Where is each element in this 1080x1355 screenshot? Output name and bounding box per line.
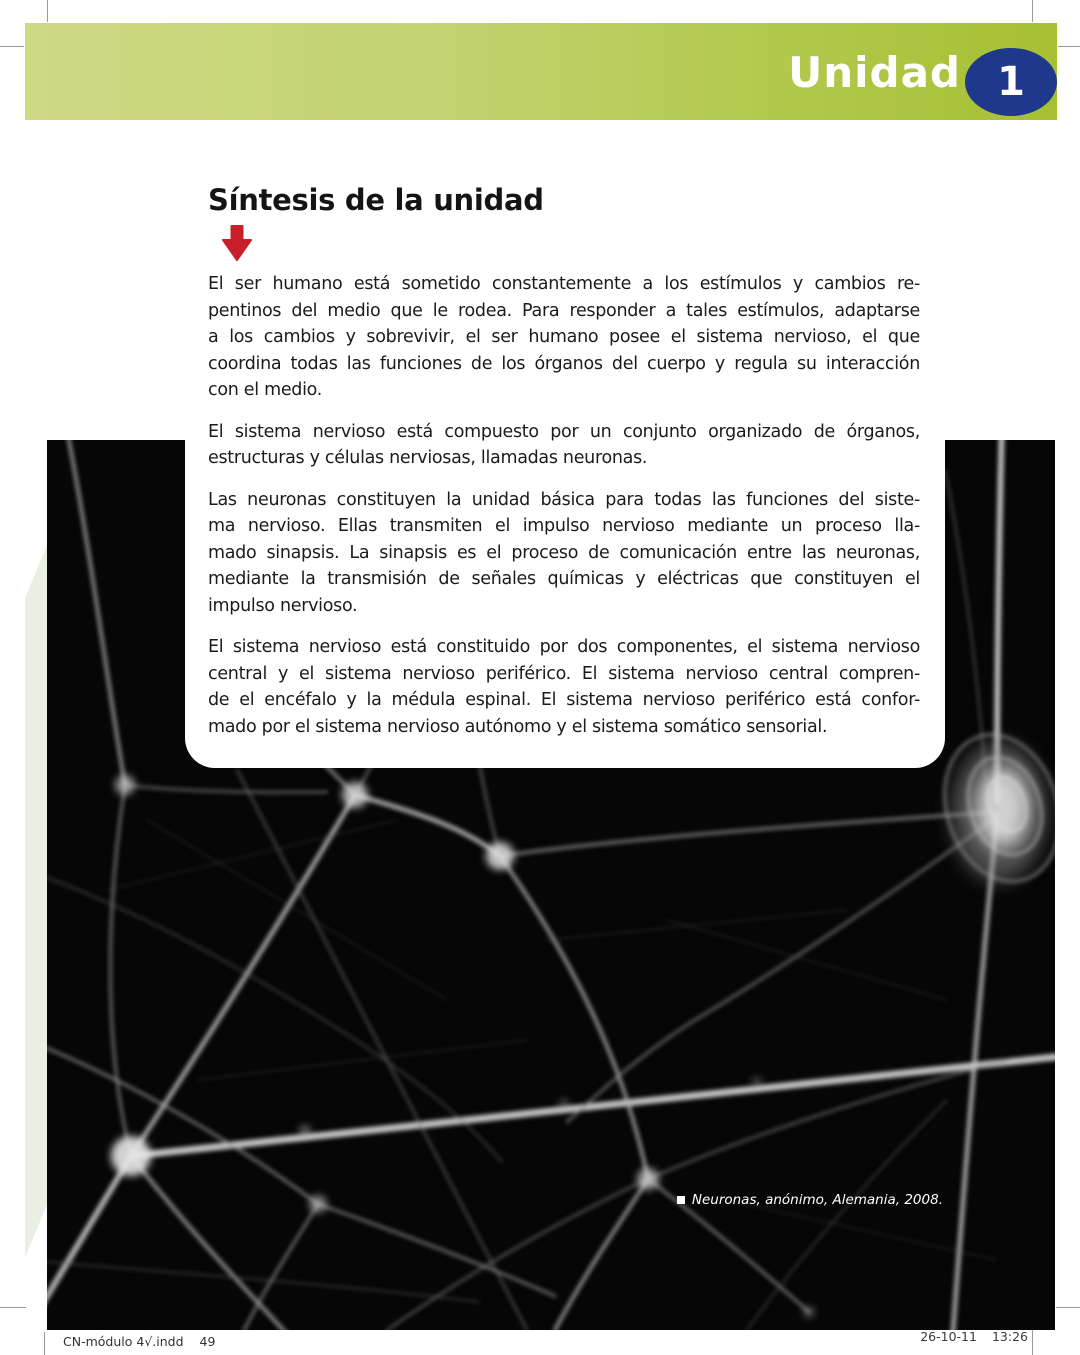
- arrow-down-icon: [222, 225, 252, 261]
- unit-banner-label: Unidad: [788, 48, 961, 97]
- paragraph: [208, 487, 920, 620]
- square-bullet-icon: [677, 1196, 685, 1204]
- crop-mark: [1032, 0, 1033, 22]
- crop-mark: [1032, 1330, 1033, 1355]
- paragraph-line: ma nervioso. Ellas transmiten el impulso nervioso mediante un proceso lla-: [208, 516, 920, 536]
- footer-time: 13:26: [991, 1329, 1028, 1344]
- footer-datetime: [920, 1329, 1028, 1344]
- article: [208, 183, 920, 755]
- paragraph-line: El ser humano está sometido constantemente a los estímulos y cambios re-: [208, 274, 920, 294]
- footer-slug: [63, 1334, 215, 1349]
- paragraph: [208, 634, 920, 740]
- unit-number-badge: [965, 48, 1057, 116]
- page-title: Síntesis de la unidad: [208, 183, 544, 217]
- figure-caption-text: Neuronas, anónimo, Alemania, 2008.: [691, 1192, 943, 1208]
- crop-mark: [44, 1332, 45, 1355]
- paragraph-line: mado por el sistema nervioso autónomo y el sistema somático sensorial.: [208, 716, 828, 737]
- unit-number: 1: [997, 59, 1025, 105]
- paragraph-line: pentinos del medio que le rodea. Para responder a tales estímulos, adaptarse: [208, 300, 920, 321]
- paragraph-line: a los cambios y sobrevivir, el ser humano posee el sistema nervioso, el que: [208, 327, 920, 347]
- figure-caption: [677, 1192, 943, 1208]
- footer-date: 26-10-11: [920, 1329, 977, 1344]
- footer-page-number: 49: [199, 1334, 216, 1349]
- crop-mark: [47, 0, 48, 22]
- paragraph-line: impulso nervioso.: [208, 595, 358, 616]
- decorative-ribbon: [25, 545, 47, 1257]
- paragraph-line: El sistema nervioso está constituido por dos componentes, el sistema nervioso: [208, 637, 920, 657]
- paragraph-line: de el encéfalo y la médula espinal. El sistema nervioso periférico está confor-: [208, 690, 920, 710]
- paragraph-line: coordina todas las funciones de los órganos del cuerpo y regula su interacción: [208, 353, 920, 374]
- paragraph: [208, 419, 920, 472]
- crop-mark: [1056, 1307, 1080, 1308]
- crop-mark: [0, 46, 24, 47]
- unit-banner: [25, 23, 1057, 120]
- paragraph-line: central y el sistema nervioso periférico. El sistema nervioso central compren-: [208, 663, 920, 684]
- paragraph-line: con el medio.: [208, 380, 323, 400]
- crop-mark: [0, 1307, 26, 1308]
- paragraph-line: El sistema nervioso está compuesto por un conjunto organizado de órganos,: [208, 421, 920, 442]
- paragraph-line: estructuras y células nerviosas, llamadas neuronas.: [208, 448, 648, 468]
- footer-filename: CN-módulo 4√.indd: [63, 1334, 184, 1349]
- crop-mark: [1058, 46, 1080, 47]
- paragraph-line: Las neuronas constituyen la unidad básica para todas las funciones del siste-: [208, 489, 920, 510]
- paragraph: [208, 271, 920, 404]
- paragraph-line: mado sinapsis. La sinapsis es el proceso de comunicación entre las neuronas,: [208, 542, 920, 563]
- paragraph-line: mediante la transmisión de señales químicas y eléctricas que constituyen el: [208, 569, 920, 589]
